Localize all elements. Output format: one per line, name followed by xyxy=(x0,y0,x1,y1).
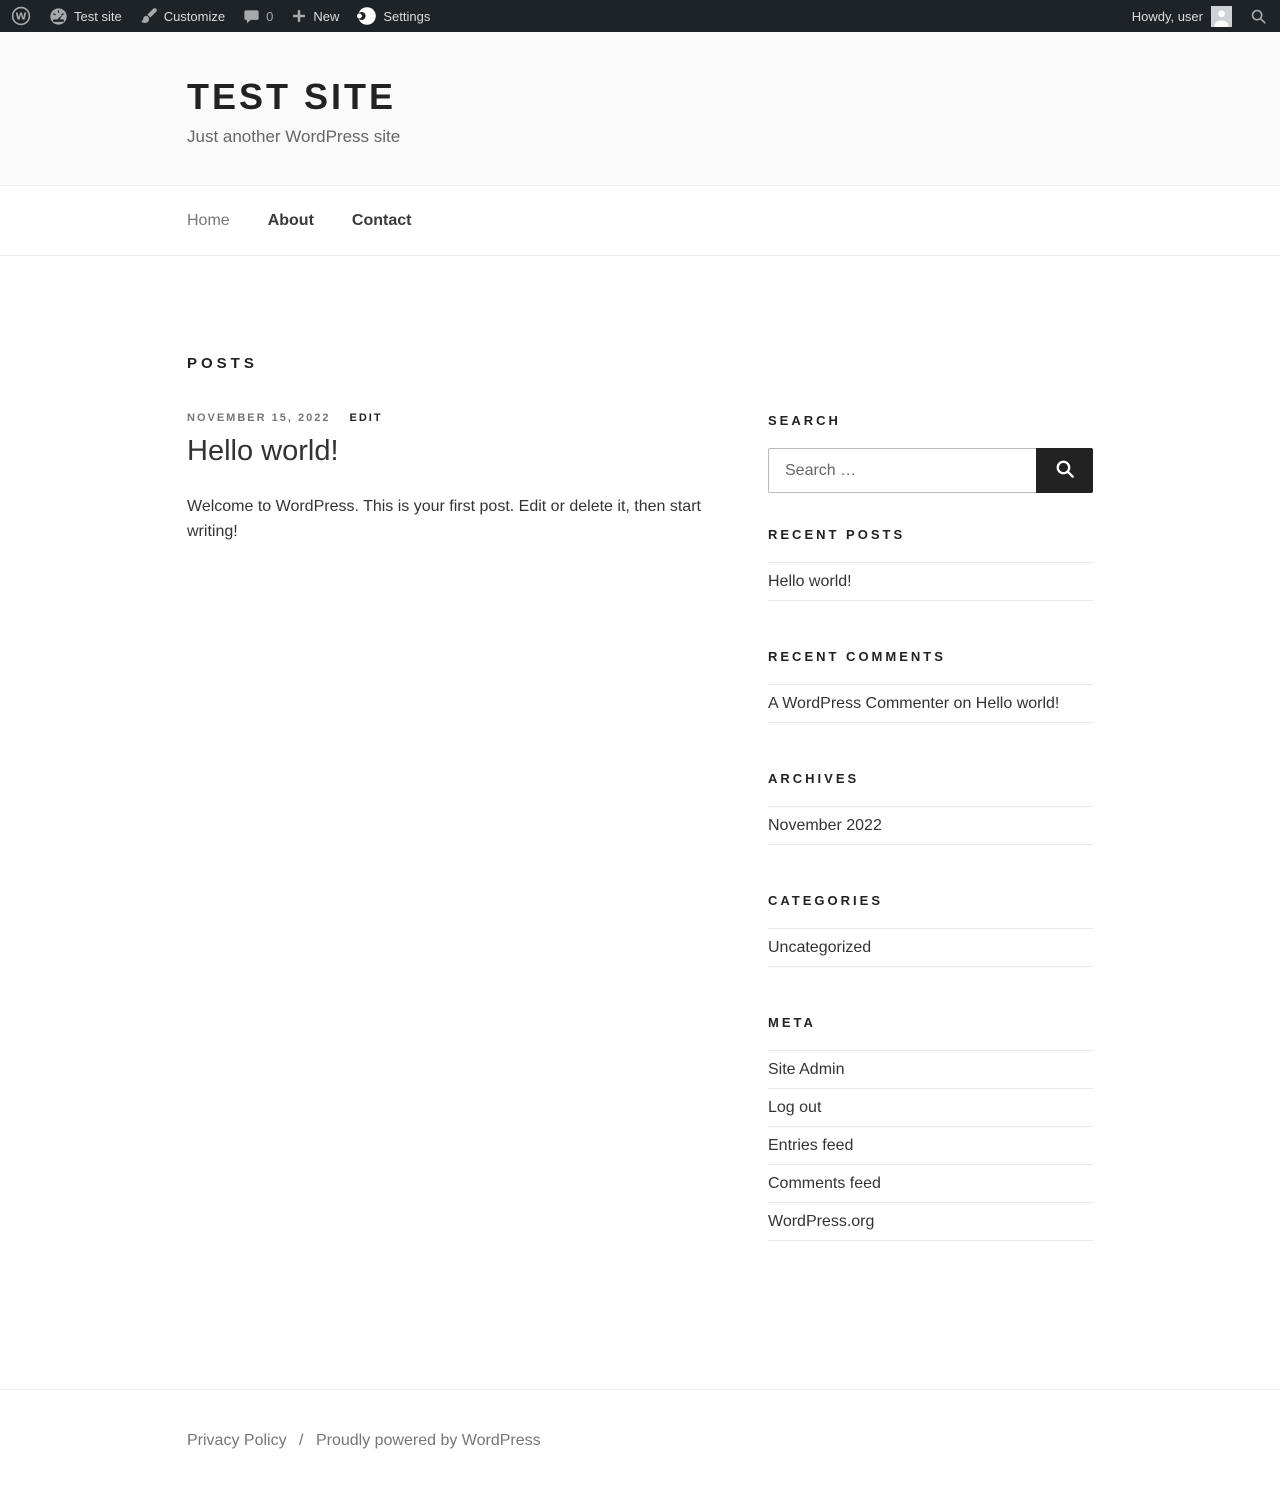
archives-title: ARCHIVES xyxy=(768,771,860,786)
meta-log-out-link[interactable]: Log out xyxy=(768,1099,822,1116)
content-area xyxy=(187,256,1093,1389)
dashboard-icon xyxy=(49,7,68,26)
plus-icon xyxy=(291,8,307,24)
meta-title: META xyxy=(768,1015,816,1030)
categories-title: CATEGORIES xyxy=(768,893,883,908)
comment-author-link[interactable]: A WordPress Commenter xyxy=(768,695,950,712)
settings-menu[interactable] xyxy=(348,0,439,32)
page-title: POSTS xyxy=(187,355,258,372)
category-link[interactable]: Uncategorized xyxy=(768,939,872,956)
search-input[interactable] xyxy=(768,448,1036,493)
recent-post-link[interactable]: Hello world! xyxy=(768,573,852,590)
post-content: Welcome to WordPress. This is your first post. Edit or delete it, then start writing! xyxy=(187,498,701,541)
wordpress-logo-icon xyxy=(11,6,31,26)
list-item xyxy=(768,685,1093,723)
powered-by-link[interactable]: Proudly powered by WordPress xyxy=(315,1432,541,1449)
archives-widget xyxy=(768,771,1093,845)
list-item xyxy=(768,563,1093,601)
post-title xyxy=(187,433,721,469)
admin-bar xyxy=(0,0,1280,32)
settings-label: Settings xyxy=(383,8,431,24)
search-icon xyxy=(1250,8,1267,25)
nav-item-contact[interactable]: Contact xyxy=(351,211,412,229)
main-navigation xyxy=(0,185,1280,256)
nav-item-about[interactable]: About xyxy=(267,211,314,229)
new-content-menu[interactable] xyxy=(282,0,348,32)
posts-column xyxy=(187,330,721,545)
customize-brush-icon xyxy=(140,7,158,25)
settings-circle-icon xyxy=(357,6,377,26)
post-edit-link[interactable]: EDIT xyxy=(349,412,383,424)
site-title[interactable]: TEST SITE xyxy=(187,76,397,117)
site-header xyxy=(0,32,1280,185)
recent-posts-title: RECENT POSTS xyxy=(768,527,906,542)
customize-menu[interactable] xyxy=(131,0,234,32)
search-form xyxy=(768,448,1093,493)
search-widget-title: SEARCH xyxy=(768,413,841,428)
list-item xyxy=(768,1089,1093,1127)
meta-widget xyxy=(768,1015,1093,1241)
list-item xyxy=(768,807,1093,845)
recent-posts-widget xyxy=(768,527,1093,601)
sidebar xyxy=(768,330,1093,1289)
list-item xyxy=(768,1051,1093,1089)
footer-separator: / xyxy=(299,1432,304,1449)
post-date-link[interactable]: NOVEMBER 15, 2022 xyxy=(187,412,331,424)
my-account-menu[interactable] xyxy=(1123,0,1241,32)
post-meta xyxy=(187,412,721,424)
comment-connector: on xyxy=(949,695,976,712)
comments-count: 0 xyxy=(266,8,274,24)
new-label: New xyxy=(313,8,340,24)
howdy-label: Howdy, user xyxy=(1131,8,1203,24)
list-item xyxy=(768,1165,1093,1203)
adminbar-search-button[interactable] xyxy=(1241,0,1276,32)
search-submit-icon xyxy=(1054,458,1076,483)
meta-site-admin-link[interactable]: Site Admin xyxy=(768,1061,845,1078)
customize-label: Customize xyxy=(163,8,226,24)
site-footer xyxy=(0,1389,1280,1490)
privacy-policy-link[interactable]: Privacy Policy xyxy=(187,1432,287,1449)
admin-bar-right xyxy=(1123,0,1276,32)
comments-menu[interactable] xyxy=(234,0,282,32)
post-article xyxy=(187,412,721,545)
site-tagline: Just another WordPress site xyxy=(187,127,401,146)
post-title-link[interactable]: Hello world! xyxy=(187,435,339,467)
search-widget xyxy=(768,413,1093,493)
meta-comments-feed-link[interactable]: Comments feed xyxy=(768,1175,881,1192)
recent-comments-widget xyxy=(768,649,1093,723)
site-name-menu[interactable] xyxy=(40,0,131,32)
nav-item-home[interactable]: Home xyxy=(187,211,230,229)
admin-bar-left xyxy=(2,0,439,32)
comment-post-link[interactable]: Hello world! xyxy=(975,695,1060,712)
avatar xyxy=(1211,6,1232,27)
comments-bubble-icon xyxy=(243,8,260,25)
list-item xyxy=(768,1203,1093,1241)
list-item xyxy=(768,929,1093,967)
recent-comments-title: RECENT COMMENTS xyxy=(768,649,946,664)
list-item xyxy=(768,1127,1093,1165)
search-submit-button[interactable] xyxy=(1036,448,1093,493)
archive-link[interactable]: November 2022 xyxy=(768,817,882,834)
wp-logo-menu[interactable] xyxy=(2,0,40,32)
svg-text:W: W xyxy=(15,11,27,23)
meta-entries-feed-link[interactable]: Entries feed xyxy=(768,1137,854,1154)
meta-wordpress-org-link[interactable]: WordPress.org xyxy=(768,1213,875,1230)
site-name-label: Test site xyxy=(74,8,122,24)
categories-widget xyxy=(768,893,1093,967)
